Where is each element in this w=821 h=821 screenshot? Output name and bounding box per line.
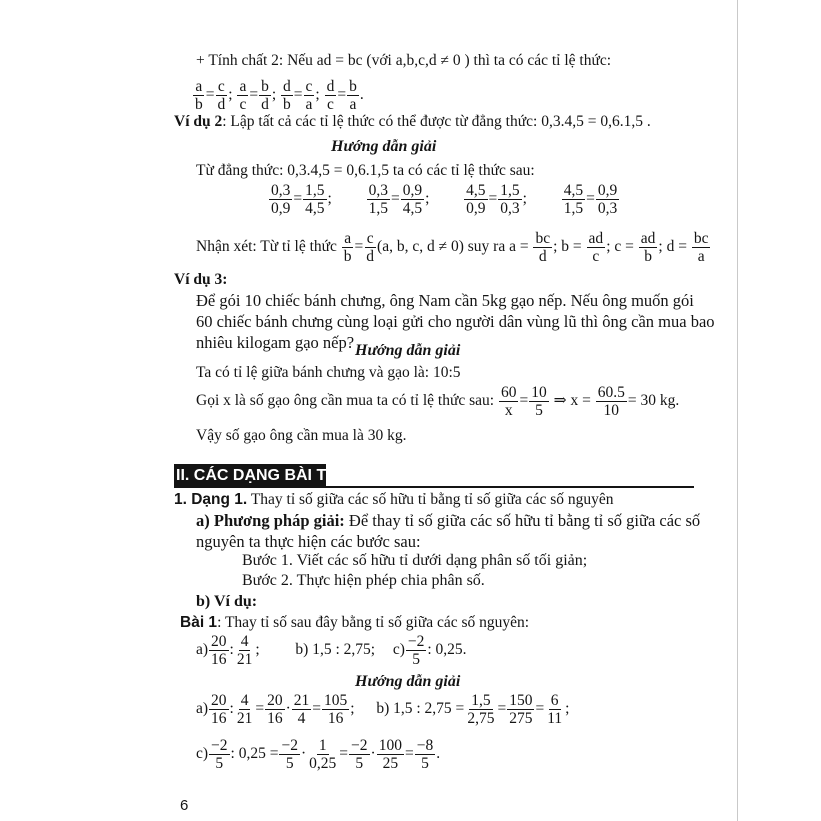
fraction: $\frac{a}{b}$	[195, 78, 203, 113]
step-2: Bước 2. Thực hiện phép chia phân số.	[242, 572, 485, 589]
example-3-line-1: Ta có tỉ lệ giữa bánh chưng và gạo là: 10:5	[196, 364, 461, 381]
step-1: Bước 1. Viết các số hữu tỉ dưới dạng phân số tối giản;	[242, 552, 588, 569]
exercise-1-items: a) $\frac{20}{16}$ : $\frac{4}{21}$ ; b) 1,5 : 2,75; c) $\frac{-2}{5}$ : 0,25.	[196, 633, 467, 668]
section-title: II. CÁC DẠNG BÀI TẬP	[176, 467, 349, 484]
example-3-guide-title: Hướng dẫn giải	[355, 342, 461, 359]
example-3-problem-3: nhiêu kilogam gạo nếp?	[196, 333, 355, 352]
example-2-guide-title: Hướng dẫn giải	[331, 138, 437, 155]
exercise-1-heading: Bài 1: Thay tỉ số sau đây bằng tỉ số giữa các số nguyên:	[180, 614, 530, 631]
solution-c: c) $\frac{-2}{5}$ : 0,25 = $\frac{-2}{5}$ · $\frac{1}{0,25}$ = $\frac{-2}{5}$ · $\frac{100}{25}$ = $\frac{-8}{5}$ .	[196, 737, 441, 772]
example-2-heading: Ví dụ 2: Lập tất cả các tỉ lệ thức có thể được từ đẳng thức: 0,3.4,5 = 0,6.1,5 .	[174, 113, 651, 130]
solution-a-b: a) $\frac{20}{16}$ : $\frac{4}{21}$ = $\frac{20}{16}$ · $\frac{21}{4}$ = $\frac{105}{16}$ ; b) 1,5 : 2,75 = $\frac{1,5}{2,75}$ = $\frac{150}{275}$ = $\frac{6}{11}$ ;	[196, 692, 570, 727]
example-3-problem-2: 60 chiếc bánh chưng cùng loại gửi cho người dân vùng lũ thì ông cần mua bao	[196, 312, 715, 331]
dang-1-heading: 1. Dạng 1. Thay tỉ số giữa các số hữu tỉ bằng tỉ số giữa các số nguyên	[174, 491, 614, 508]
method-text-2: nguyên ta thực hiện các bước sau:	[196, 532, 421, 551]
example-2-intro: Từ đẳng thức: 0,3.4,5 = 0,6.1,5 ta có các tỉ lệ thức sau:	[196, 162, 535, 179]
property-2-text: + Tính chất 2: Nếu ad = bc (với a,b,c,d ≠ 0 ) thì ta có các tỉ lệ thức:	[196, 52, 612, 69]
property-2-fractions: $\frac{a}{b}$ = $\frac{c}{d}$ ; $\frac{a}{c}$ = $\frac{b}{d}$ ; $\frac{d}{b}$ = $\frac{c}{a}$ ; $\frac{d}{c}$ = $\frac{b}{a}$ .	[195, 78, 364, 113]
example-3-line-2: Gọi x là số gạo ông cần mua ta có tỉ lệ thức sau: $\frac{60}{x}$ = $\frac{10}{5}$ ⇒ x = $\frac{60.5}{10}$ = 30 kg.	[196, 384, 680, 419]
example-3-problem-1: Để gói 10 chiếc bánh chưng, ông Nam cần 5kg gạo nếp. Nếu ông muốn gói	[196, 291, 694, 310]
example-label: b) Ví dụ:	[196, 593, 258, 610]
example-2-remark: Nhận xét: Từ tỉ lệ thức $\frac{a}{b}$ = $\frac{c}{d}$ (a, b, c, d ≠ 0) suy ra a = $\frac{bc}{d}$ ; b = $\frac{ad}{c}$ ; c = $\frac{ad}{b}$ ; d = $\frac{bc}{a}$	[196, 230, 709, 265]
method-heading: a) Phương pháp giải: Để thay tỉ số giữa các số hữu tỉ bằng tỉ số giữa các số	[196, 511, 701, 530]
example-3-line-3: Vậy số gạo ông cần mua là 30 kg.	[196, 427, 407, 444]
section-rule	[174, 486, 694, 488]
page-number: 6	[180, 797, 189, 814]
bleed-through-shadow	[615, 60, 735, 90]
page-edge	[737, 0, 738, 821]
exercise-1-guide-title: Hướng dẫn giải	[355, 673, 461, 690]
example-2-proportions: $\frac{0,3}{0,9}$ = $\frac{1,5}{4,5}$ ; $\frac{0,3}{1,5}$ = $\frac{0,9}{4,5}$ ; $\frac{4,5}{0,9}$ = $\frac{1,5}{0,3}$ ; $\frac{4,5}{1,5}$ = $\frac{0,9}{0,3}$	[271, 182, 618, 217]
example-3-heading: Ví dụ 3:	[174, 271, 228, 288]
